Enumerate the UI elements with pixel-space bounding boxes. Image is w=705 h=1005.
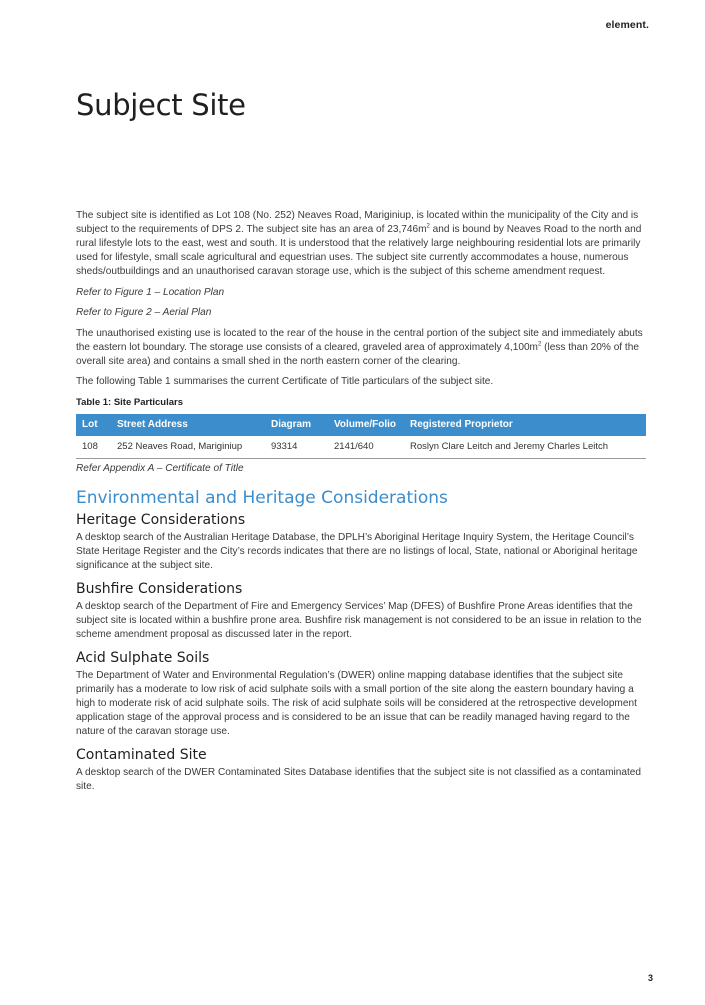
table-cell: 252 Neaves Road, Mariginiup xyxy=(111,436,265,459)
logo-dot: . xyxy=(645,19,649,31)
table-header-cell: Volume/Folio xyxy=(334,418,397,430)
contaminated-section xyxy=(76,748,648,794)
figure-reference-2: Refer to Figure 2 – Aerial Plan xyxy=(76,307,212,318)
table-header-cell: Lot xyxy=(82,418,98,430)
bushfire-section xyxy=(76,582,648,642)
main-content xyxy=(76,209,648,803)
superscript: 2 xyxy=(426,223,430,230)
intro-p2-part-b: (less than 20% of the overall site area) and contains a small shed in the north eastern corner of the clearing. xyxy=(76,341,639,367)
intro-p1-part-b: and is bound by Neaves Road to the north and rural lifestyle lots to the east, west and south. It is understood that the relatively large neighbouring residential lots are primarily used for lifestyle, small scale agricultural and equestrian uses. The subject site currently accommodates a house, numerous sheds/outbuildings and an unauthorised caravan storage use, which is the subject of this scheme amendment request. xyxy=(76,224,642,277)
table-cell: Roslyn Clare Leitch and Jeremy Charles Leitch xyxy=(404,436,646,459)
table-cell: 108 xyxy=(76,436,111,459)
table-header-cell: Registered Proprietor xyxy=(410,418,513,430)
table-cell: 93314 xyxy=(265,436,328,459)
section-body: A desktop search of the Australian Heritage Database, the DPLH’s Aboriginal Heritage Inquiry System, the Heritage Council’s State Heritage Register and the City’s records indicates that there are no listings of local, State, national or Aboriginal heritage significance at the subject site. xyxy=(76,531,638,571)
table-row xyxy=(76,436,646,459)
section-title: Heritage Considerations xyxy=(76,511,246,528)
appendix-reference: Refer Appendix A – Certificate of Title xyxy=(76,462,244,474)
table-cell: 2141/640 xyxy=(328,436,404,459)
site-particulars-table xyxy=(76,414,646,459)
env-heritage-heading: Environmental and Heritage Considerations xyxy=(76,487,448,508)
intro-p2-part-a: The unauthorised existing use is located to the rear of the house in the central portion of the subject site and immediately abuts the eastern lot boundary. The storage use consists of a cleared, graveled area of approximately 4,100m xyxy=(76,327,643,353)
table-caption: Table 1: Site Particulars xyxy=(76,396,184,408)
logo-word: element xyxy=(605,19,646,31)
figure-reference-1: Refer to Figure 1 – Location Plan xyxy=(76,286,225,298)
intro-paragraph-1 xyxy=(76,209,648,279)
table-header-row xyxy=(76,414,646,436)
intro-paragraph-3: The following Table 1 summarises the current Certificate of Title particulars of the subject site. xyxy=(76,376,494,387)
section-body: A desktop search of the DWER Contaminated Sites Database identifies that the subject site is not classified as a contaminated site. xyxy=(76,766,641,792)
heritage-section xyxy=(76,513,648,573)
page-number: 3 xyxy=(647,973,653,983)
superscript: 2 xyxy=(537,341,542,348)
section-title: Contaminated Site xyxy=(76,746,207,763)
section-title: Bushfire Considerations xyxy=(76,580,243,597)
table-header-cell: Street Address xyxy=(117,418,188,430)
brand-logo xyxy=(606,19,649,31)
section-title: Acid Sulphate Soils xyxy=(76,649,210,666)
intro-paragraph-2 xyxy=(76,327,648,369)
section-body: The Department of Water and Environmental Regulation’s (DWER) online mapping database identifies that the subject site primarily has a moderate to low risk of acid sulphate soils with a small portion of the site along the eastern boundary having a high to moderate risk of acid sulphate soils. The risk of acid sulphate soils will be considered at the retrospective development application stage of the approval process and is considered to be an issue that can be readily managed having regard to the nature of the caravan storage use. xyxy=(76,669,637,737)
page-title: Subject Site xyxy=(76,88,246,122)
acid-sulphate-section xyxy=(76,651,648,739)
table-header-cell: Diagram xyxy=(271,418,312,430)
intro-p1-part-a: The subject site is identified as Lot 108 (No. 252) Neaves Road, Mariginiup, is located within the municipality of the City and is subject to the requirements of DPS 2. The subject site has an area of 23,746m xyxy=(76,210,639,235)
section-body: A desktop search of the Department of Fire and Emergency Services’ Map (DFES) of Bushfire Prone Areas identifies that the subject site is located within a bushfire prone area. Bushfire risk management is not considered to be an issue in relation to the scheme amendment proposal as discussed later in the report. xyxy=(76,600,642,640)
